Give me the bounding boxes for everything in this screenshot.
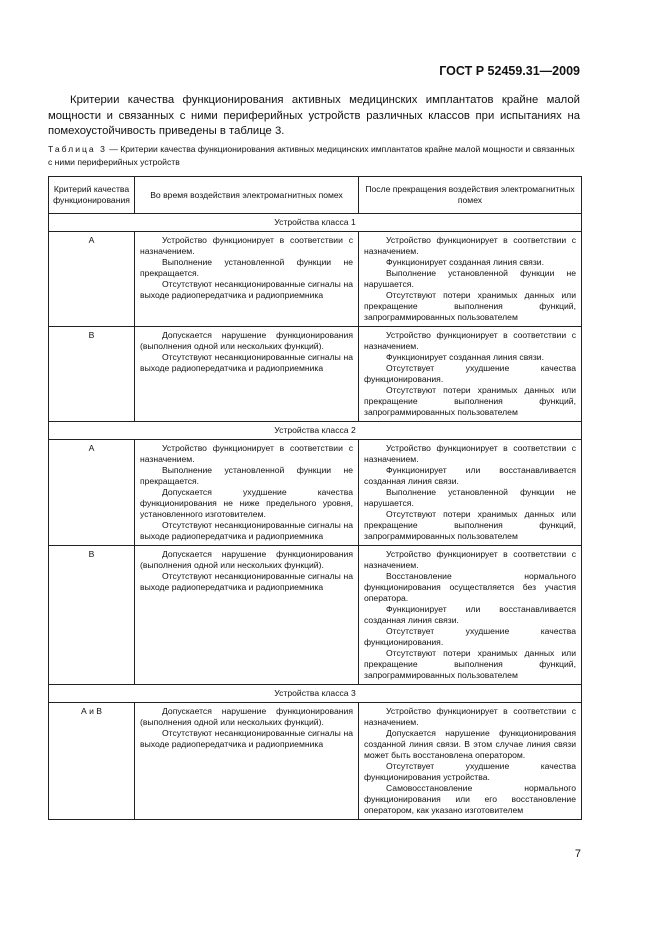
table-caption-text: — Критерии качества функционирования активных медицинских имплантатов крайне малой мощности и связанных с ними периферийных устройств xyxy=(48,144,575,167)
header-during: Во время воздействия электромагнитных помех xyxy=(135,177,359,214)
header-after: После прекращения воздействия электромагнитных помех xyxy=(359,177,582,214)
during-cell xyxy=(135,327,359,422)
during-text: Отсутствуют несанкционированные сигналы на выходе радиопередатчика и радиоприемника xyxy=(140,352,353,373)
after-text: Допускается нарушение функционирования созданной линия связи. В этом случае линия связи может быть восстановлена оператором. xyxy=(364,728,576,760)
document-id: ГОСТ Р 52459.31—2009 xyxy=(439,64,580,78)
during-cell xyxy=(135,703,359,820)
page-number: 7 xyxy=(574,848,581,860)
after-text: Самовосстановление нормального функционирования или его восстановление оператором, как указано изготовителем xyxy=(364,783,576,815)
during-text: Отсутствуют несанкционированные сигналы на выходе радиопередатчика и радиоприемника xyxy=(140,571,353,592)
during-text: Отсутствуют несанкционированные сигналы на выходе радиопередатчика и радиоприемника xyxy=(140,279,353,300)
table-row xyxy=(49,327,582,422)
section-title: Устройства класса 3 xyxy=(49,685,582,703)
after-text: Отсутствует ухудшение качества функционирования устройства. xyxy=(364,761,576,782)
after-text: Восстановление нормального функционирования осуществляется без участия оператора. xyxy=(364,571,576,603)
criterion-cell: А xyxy=(49,440,135,546)
table-caption-label: Таблица 3 xyxy=(48,144,107,154)
after-text: Выполнение установленной функции не нарушается. xyxy=(364,487,576,508)
criteria-table xyxy=(48,176,582,820)
after-text: Отсутствует ухудшение качества функционирования. xyxy=(364,626,576,647)
during-text: Отсутствуют несанкционированные сигналы на выходе радиопередатчика и радиоприемника xyxy=(140,728,353,749)
during-text: Выполнение установленной функции не прекращается. xyxy=(140,465,353,486)
section-row xyxy=(49,422,582,440)
after-text: Отсутствуют потери хранимых данных или прекращение выполнения функций, запрограммированных пользователем xyxy=(364,648,576,680)
after-text: Функционирует созданная линия связи. xyxy=(386,257,544,267)
after-cell xyxy=(359,232,582,327)
after-text: Функционирует созданная линия связи. xyxy=(386,352,544,362)
table-row xyxy=(49,232,582,327)
criterion-cell: В xyxy=(49,327,135,422)
during-text: Допускается нарушение функционирования (выполнения одной или нескольких функций). xyxy=(140,549,353,570)
header-criterion: Критерий качества функционирования xyxy=(49,177,135,214)
table-row xyxy=(49,546,582,685)
table-row xyxy=(49,440,582,546)
during-cell xyxy=(135,232,359,327)
after-text: Отсутствуют потери хранимых данных или прекращение выполнения функций, запрограммированных пользователем xyxy=(364,290,576,322)
intro-paragraph: Критерии качества функционирования активных медицинских имплантатов крайне малой мощности и связанных с ними периферийных устройств различных классов при испытаниях на помехоустойчивость приведены в таблице 3. xyxy=(48,94,580,137)
after-text: Устройство функционирует в соответствии с назначением. xyxy=(364,549,576,570)
after-text: Устройство функционирует в соответствии с назначением. xyxy=(364,706,576,727)
during-cell xyxy=(135,440,359,546)
after-text: Функционирует или восстанавливается созданная линия связи. xyxy=(364,465,576,486)
table-header-row xyxy=(49,177,582,214)
after-text: Устройство функционирует в соответствии с назначением. xyxy=(364,235,576,256)
table-row xyxy=(49,703,582,820)
during-cell xyxy=(135,546,359,685)
during-text: Допускается нарушение функционирования (выполнения одной или нескольких функций). xyxy=(140,330,353,351)
during-text: Устройство функционирует в соответствии с назначением. xyxy=(140,443,353,464)
during-text: Допускается нарушение функционирования (выполнения одной или нескольких функций). xyxy=(140,706,353,727)
after-text: Функционирует или восстанавливается созданная линия связи. xyxy=(364,604,576,625)
during-text: Допускается ухудшение качества функционирования не ниже предельного уровня, установленного изготовителем. xyxy=(140,487,353,519)
after-cell xyxy=(359,546,582,685)
after-cell xyxy=(359,327,582,422)
section-row xyxy=(49,214,582,232)
section-title: Устройства класса 2 xyxy=(49,422,582,440)
criterion-cell: А и В xyxy=(49,703,135,820)
during-text: Выполнение установленной функции не прекращается. xyxy=(140,257,353,278)
after-text: Отсутствуют потери хранимых данных или прекращение выполнения функций, запрограммированных пользователем xyxy=(364,385,576,417)
during-text: Устройство функционирует в соответствии с назначением. xyxy=(140,235,353,256)
table-caption xyxy=(48,143,580,169)
criterion-cell: В xyxy=(49,546,135,685)
after-text: Отсутствуют потери хранимых данных или прекращение выполнения функций, запрограммированных пользователем xyxy=(364,509,576,541)
section-title: Устройства класса 1 xyxy=(49,214,582,232)
after-text: Выполнение установленной функции не нарушается. xyxy=(364,268,576,289)
after-text: Устройство функционирует в соответствии с назначением. xyxy=(364,443,576,464)
criterion-cell: А xyxy=(49,232,135,327)
after-cell xyxy=(359,703,582,820)
after-cell xyxy=(359,440,582,546)
after-text: Отсутствует ухудшение качества функционирования. xyxy=(364,363,576,384)
after-text: Устройство функционирует в соответствии с назначением. xyxy=(364,330,576,351)
during-text: Отсутствуют несанкционированные сигналы на выходе радиопередатчика и радиоприемника xyxy=(140,520,353,541)
section-row xyxy=(49,685,582,703)
